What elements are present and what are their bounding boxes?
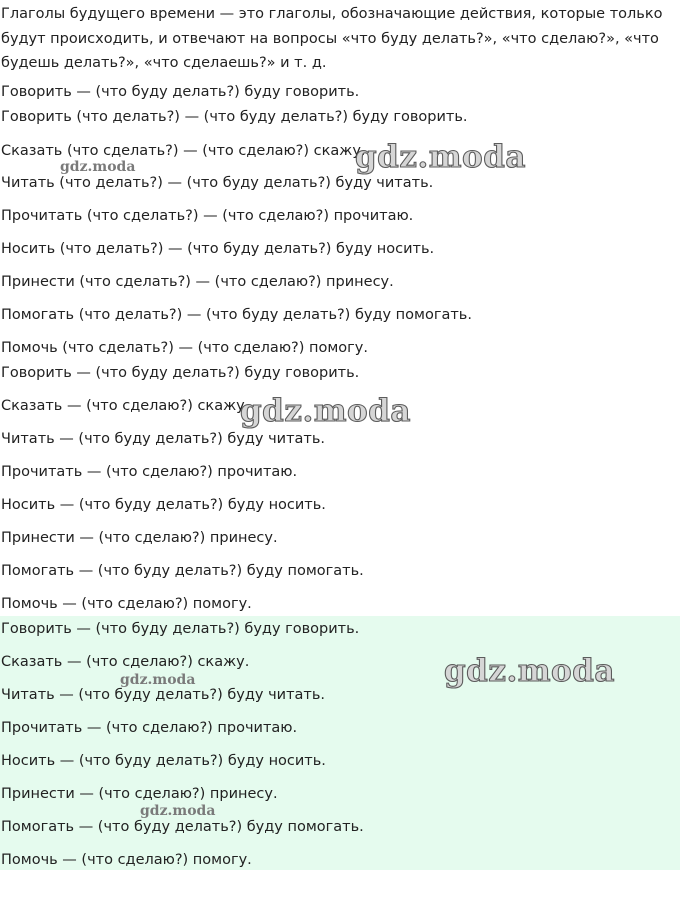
answer-line: Говорить — (что буду делать?) буду говорить. xyxy=(1,365,360,381)
watermark-logo: gdz.moda xyxy=(240,393,411,429)
watermark-logo: gdz.moda xyxy=(444,653,615,689)
answer-line: Читать — (что буду делать?) буду читать. xyxy=(1,431,326,447)
intro-paragraph: Глаголы будущего времени — это глаголы, обозначающие действия, которые только будут происходить, и отвечают на вопросы «что буду делать?», «что сделаю?», «что будешь делать?», «что сделаешь?» и т. д. xyxy=(1,6,663,71)
answer-line: Прочитать (что сделать?) — (что сделаю?) прочитаю. xyxy=(1,208,414,224)
answer-line: Помочь — (что сделаю?) помогу. xyxy=(1,852,252,868)
answer-line: Говорить — (что буду делать?) буду говорить. xyxy=(1,621,360,637)
answer-line: Носить — (что буду делать?) буду носить. xyxy=(1,497,326,513)
watermark-small: gdz.moda xyxy=(140,803,216,819)
answer-line: Помогать — (что буду делать?) буду помогать. xyxy=(1,563,364,579)
answer-line: Носить — (что буду делать?) буду носить. xyxy=(1,753,326,769)
answer-line: Сказать (что сделать?) — (что сделаю?) скажу. xyxy=(1,143,366,159)
answer-line: Прочитать — (что сделаю?) прочитаю. xyxy=(1,720,298,736)
answer-line: Принести (что сделать?) — (что сделаю?) принесу. xyxy=(1,274,394,290)
answer-line: Принести — (что сделаю?) принесу. xyxy=(1,530,278,546)
answer-line: Читать (что делать?) — (что буду делать?) буду читать. xyxy=(1,175,434,191)
answer-line: Говорить — (что буду делать?) буду говорить. xyxy=(1,84,360,100)
answer-line: Читать — (что буду делать?) буду читать. xyxy=(1,687,326,703)
watermark-small: gdz.moda xyxy=(120,672,196,688)
answer-line: Помочь (что сделать?) — (что сделаю?) помогу. xyxy=(1,340,368,356)
answer-line: Помочь — (что сделаю?) помогу. xyxy=(1,596,252,612)
answer-line: Помогать (что делать?) — (что буду делать?) буду помогать. xyxy=(1,307,472,323)
answer-line: Принести — (что сделаю?) принесу. xyxy=(1,786,278,802)
watermark-logo: gdz.moda xyxy=(355,139,526,175)
answer-line: Говорить (что делать?) — (что буду делать?) буду говорить. xyxy=(1,109,468,125)
watermark-small: gdz.moda xyxy=(60,159,136,175)
answer-line: Сказать — (что сделаю?) скажу. xyxy=(1,398,250,414)
answer-line: Сказать — (что сделаю?) скажу. xyxy=(1,654,250,670)
answer-line: Помогать — (что буду делать?) буду помогать. xyxy=(1,819,364,835)
answer-line: Носить (что делать?) — (что буду делать?) буду носить. xyxy=(1,241,435,257)
answer-line: Прочитать — (что сделаю?) прочитаю. xyxy=(1,464,298,480)
